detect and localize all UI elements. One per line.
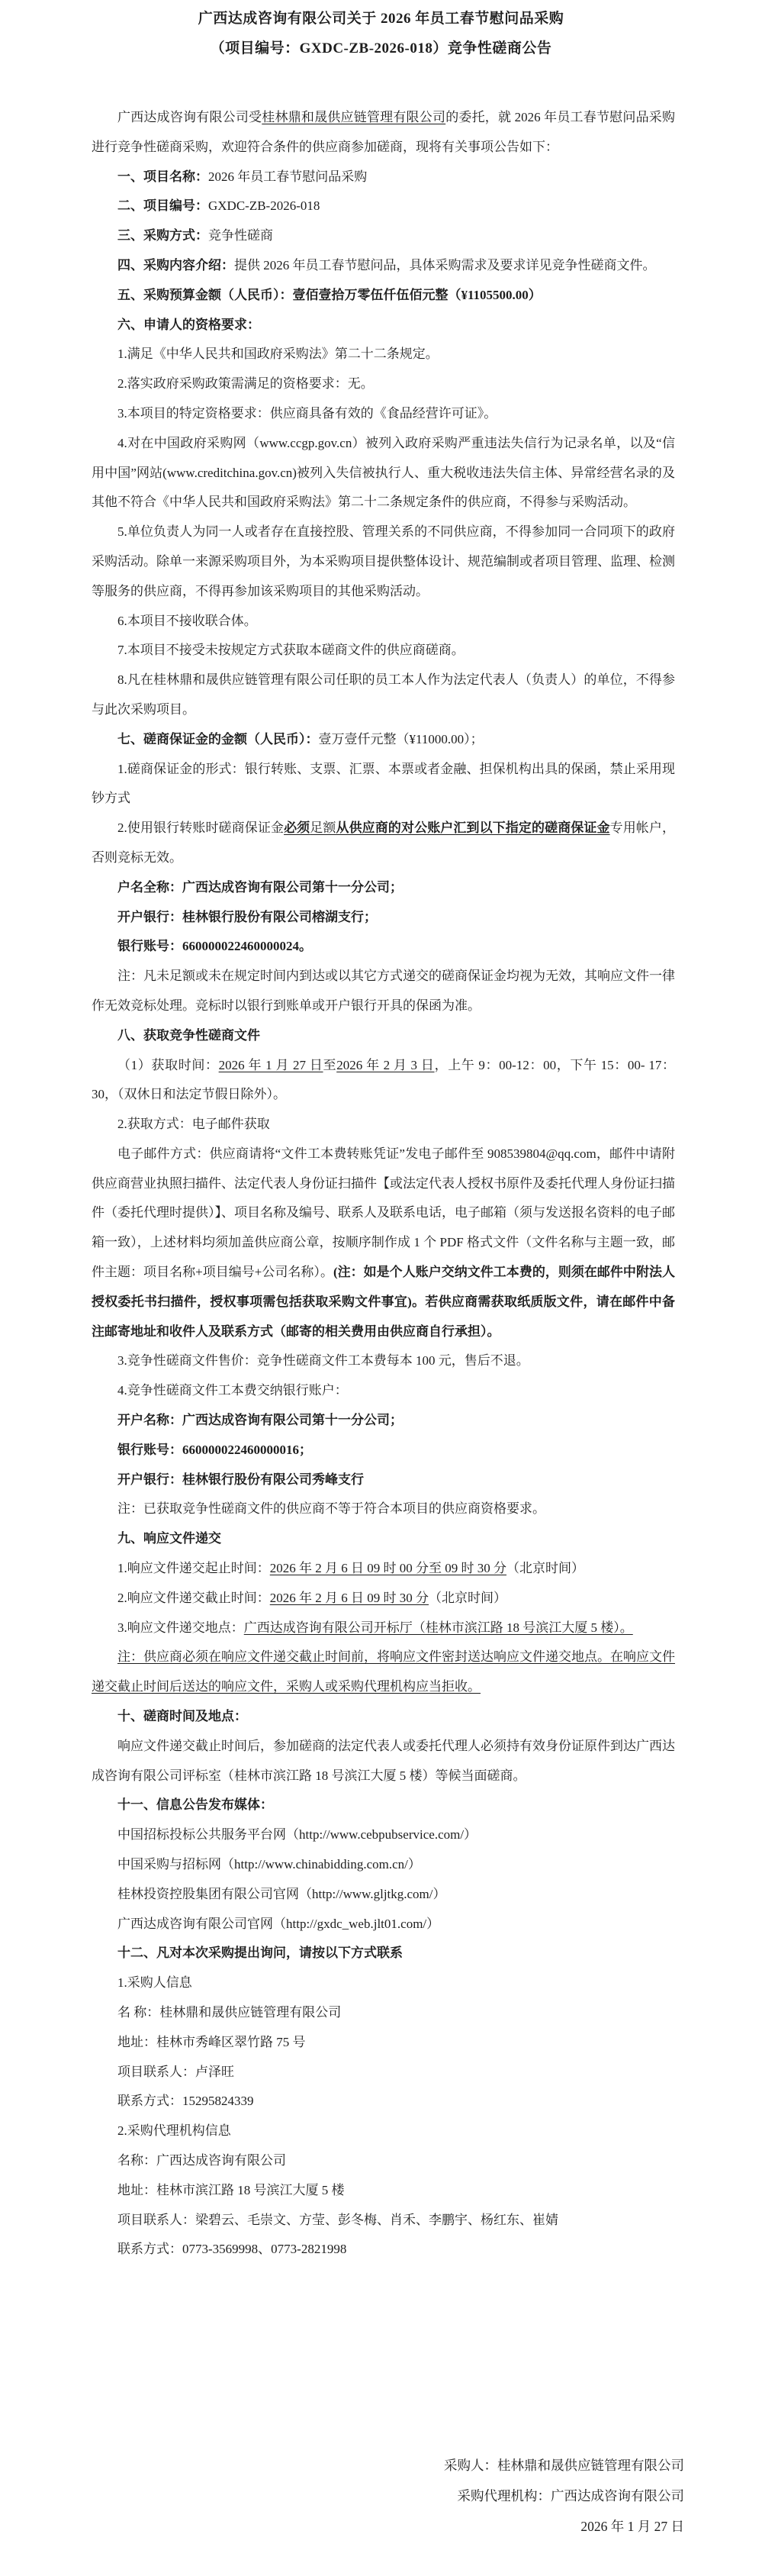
paragraph xyxy=(92,932,675,962)
text-run: 六、申请人的资格要求： xyxy=(117,317,260,332)
text-run: 地址：桂林市滨江路 18 号滨江大厦 5 楼 xyxy=(117,2182,345,2197)
paragraph xyxy=(92,2146,675,2176)
text-run: 3.本项目的特定资格要求：供应商具备有效的《食品经营许可证》。 xyxy=(117,405,497,421)
text-run: 专用帐户，否则竞标无效。 xyxy=(92,821,676,865)
text-run: 1.响应文件递交起止时间： xyxy=(117,1561,270,1576)
paragraph xyxy=(92,2028,675,2058)
text-run: 2.使用银行转账时磋商保证金 xyxy=(117,821,285,836)
paragraph xyxy=(92,2206,675,2236)
text-run: 3.响应文件递交地点： xyxy=(117,1620,244,1635)
text-run: 十、磋商时间及地点： xyxy=(117,1709,247,1724)
text-run: GXDC-ZB-2026-018 xyxy=(208,198,320,214)
text-run: 广西达成咨询有限公司官网（http://gxdc_web.jlt01.com/） xyxy=(117,1916,440,1931)
paragraph xyxy=(92,1998,675,2028)
text-run: 十二、凡对本次采购提出询问，请按以下方式联系 xyxy=(117,1946,403,1961)
text-run: 七、磋商保证金的金额（人民币）： xyxy=(117,731,319,746)
text-run: ，上午 9：00-12：00，下午 15：00- 17：30，（双休日和法定节假日除外）。 xyxy=(92,1057,676,1102)
paragraph xyxy=(92,281,675,311)
text-run: （北京时间） xyxy=(429,1590,506,1605)
text-run: 开户银行：桂林银行股份有限公司榕湖支行； xyxy=(117,909,377,924)
paragraph xyxy=(92,1346,675,1376)
document-body xyxy=(0,103,762,2265)
text-run: 3.竞争性磋商文件售价：竞争性磋商文件工本费每本 100 元，售后不退。 xyxy=(117,1353,529,1369)
paragraph xyxy=(92,311,675,340)
document-title xyxy=(0,0,762,63)
text-run: 必须 xyxy=(284,821,310,836)
paragraph xyxy=(92,1584,675,1614)
paragraph xyxy=(92,429,675,517)
text-run: 联系方式：0773-3569998、0773-2821998 xyxy=(117,2242,347,2257)
text-run: 5.单位负责人为同一人或者存在直接控股、管理关系的不同供应商，不得参加同一合同项下的政府采购活动。除单一来源采购项目外，为本采购项目提供整体设计、规范编制或者项目管理、监理、检测等服务的供应商，不得再参加该采购项目的其他采购活动。 xyxy=(92,524,675,598)
paragraph xyxy=(92,636,675,666)
paragraph xyxy=(92,1021,675,1051)
paragraph xyxy=(92,666,675,725)
text-run: 的委托，就 2026 年员工春节慰问品采购进行竞争性磋商采购，欢迎符合条件的供应商参加磋商，现将有关事项公告如下： xyxy=(92,110,676,154)
text-run: 注：供应商必须在响应文件递交截止时间前，将响应文件密封送达响应文件递交地点。在响应文件递交截止时间后送达的响应文件，采购人或采购代理机构应当拒收。 xyxy=(92,1649,675,1694)
signoff-buyer: 采购人：桂林鼎和晟供应链管理有限公司 xyxy=(444,2458,684,2474)
paragraph xyxy=(92,1939,675,1968)
text-run: 中国采购与招标网（http://www.chinabidding.com.cn/） xyxy=(117,1857,421,1872)
text-run: 桂林鼎和晟供应链管理有限公司 xyxy=(262,110,446,124)
text-run: 2.落实政府采购政策需满足的资格要求：无。 xyxy=(117,376,374,392)
paragraph xyxy=(92,1140,675,1347)
text-run: 2026 年员工春节慰问品采购 xyxy=(208,169,368,184)
paragraph xyxy=(92,1110,675,1140)
text-run: 竞争性磋商 xyxy=(208,228,273,243)
text-run: 1.磋商保证金的形式：银行转账、支票、汇票、本票或者金融、担保机构出具的保函，禁止采用现钞方式 xyxy=(92,761,675,806)
text-run: 名称：广西达成咨询有限公司 xyxy=(117,2152,286,2168)
paragraph xyxy=(92,251,675,281)
text-run: 至 xyxy=(323,1057,337,1072)
paragraph xyxy=(92,1850,675,1880)
text-run: 从供应商的对公账户汇到以下指定的磋商保证金 xyxy=(336,821,610,836)
paragraph xyxy=(92,221,675,251)
text-run: 开户名称：广西达成咨询有限公司第十一分公司； xyxy=(117,1413,403,1428)
paragraph xyxy=(92,340,675,369)
text-run: 二、项目编号： xyxy=(117,198,208,214)
text-run: 2.采购代理机构信息 xyxy=(117,2123,231,2139)
text-run: 8.凡在桂林鼎和晟供应链管理有限公司任职的员工本人作为法定代表人（负责人）的单位，不得参与此次采购项目。 xyxy=(92,672,675,717)
paragraph xyxy=(92,1051,675,1111)
text-run: 响应文件递交截止时间后，参加磋商的法定代表人或委托代理人必须持有效身份证原件到达广西达成咨询有限公司评标室（桂林市滨江路 18 号滨江大厦 5 楼）等候当面磋商。 xyxy=(92,1738,675,1783)
text-run: 三、采购方式： xyxy=(117,228,208,243)
paragraph xyxy=(92,1702,675,1732)
paragraph xyxy=(92,2087,675,2117)
signoff-block xyxy=(0,2450,762,2542)
text-run: (注：如是个人账户交纳文件工本费的，则须在邮件中附法人授权委托书扫描件，授权事项需包括获取采购文件事宜)。若供应商需获取纸质版文件，请在邮件中备注邮寄地址和收件人及联系方式（邮寄的相关费用由供应商自行承担）。 xyxy=(92,1265,675,1339)
text-run: 一、项目名称： xyxy=(117,169,208,184)
paragraph xyxy=(92,1880,675,1910)
text-run: 十一、信息公告发布媒体： xyxy=(117,1797,273,1813)
text-run: 足额 xyxy=(310,821,336,836)
document-title-line-1: 广西达成咨询有限公司关于 2026 年员工春节慰问品采购 xyxy=(198,11,564,27)
paragraph xyxy=(92,873,675,903)
text-run: 2.获取方式：电子邮件获取 xyxy=(117,1117,270,1132)
text-run: 2026 年 1 月 27 日 xyxy=(218,1057,323,1072)
paragraph xyxy=(92,369,675,399)
text-run: （北京时间） xyxy=(506,1561,584,1576)
text-run: 注：凡未足额或未在规定时间内到达或以其它方式递交的磋商保证金均视为无效，其响应文件一律作无效竞标处理。竞标时以银行到账单或开户银行开具的保函为准。 xyxy=(92,969,675,1013)
paragraph xyxy=(92,1436,675,1465)
paragraph xyxy=(92,163,675,192)
paragraph xyxy=(92,962,675,1021)
paragraph xyxy=(92,814,675,873)
paragraph xyxy=(92,399,675,429)
paragraph xyxy=(92,1614,675,1643)
text-run: 项目联系人：卢泽旺 xyxy=(117,2064,234,2079)
text-run: 九、响应文件递交 xyxy=(117,1531,221,1546)
paragraph xyxy=(92,1968,675,1998)
paragraph xyxy=(92,607,675,637)
text-run: 1.采购人信息 xyxy=(117,1975,192,1991)
text-run: 四、采购内容介绍： xyxy=(117,257,234,272)
paragraph xyxy=(92,2058,675,2088)
paragraph xyxy=(92,1406,675,1436)
text-run: 五、采购预算金额（人民币）：壹佰壹拾万零伍仟伍佰元整（¥1105500.00） xyxy=(117,287,542,302)
text-run: 4.竞争性磋商文件工本费交纳银行账户： xyxy=(117,1383,348,1398)
text-run: 提供 2026 年员工春节慰问品，具体采购需求及要求详见竞争性磋商文件。 xyxy=(234,257,656,272)
text-run: （1）获取时间： xyxy=(117,1057,219,1072)
text-run: 户名全称：广西达成咨询有限公司第十一分公司； xyxy=(117,879,403,895)
signoff-agency: 采购代理机构：广西达成咨询有限公司 xyxy=(457,2488,684,2504)
text-run: 4.对在中国政府采购网（www.ccgp.gov.cn）被列入政府采购严重违法失信行为记录名单，以及“信用中国”网站(www.creditchina.gov.cn)被列入失信被执行人、重大税收违法失信主体、异常经营名录的及其他不符合《中华人民共和国政府采购法》第二十二条规定条件的供应商，不得参与采购活动。 xyxy=(92,435,675,510)
text-run: 开户银行：桂林银行股份有限公司秀峰支行 xyxy=(117,1472,364,1487)
paragraph xyxy=(92,1465,675,1495)
paragraph xyxy=(92,1910,675,1939)
text-run: 银行账号：660000022460000024。 xyxy=(117,939,312,954)
paragraph xyxy=(92,1524,675,1554)
paragraph xyxy=(92,1820,675,1850)
text-run: 八、获取竞争性磋商文件 xyxy=(117,1027,260,1043)
paragraph xyxy=(92,1494,675,1524)
text-run: 广西达成咨询有限公司受 xyxy=(117,110,262,124)
text-run: 6.本项目不接收联合体。 xyxy=(117,613,257,628)
text-run: 项目联系人：梁碧云、毛崇文、方莹、彭冬梅、肖禾、李鹏宇、杨红东、崔婧 xyxy=(117,2212,558,2227)
paragraph xyxy=(92,2235,675,2265)
text-run: 地址：桂林市秀峰区翠竹路 75 号 xyxy=(117,2034,306,2049)
paragraph xyxy=(92,1791,675,1820)
paragraph xyxy=(92,192,675,221)
text-run: 2026 年 2 月 6 日 09 时 00 分至 09 时 30 分 xyxy=(269,1561,506,1576)
text-run: 2.响应文件递交截止时间： xyxy=(117,1590,270,1605)
text-run: 桂林投资控股集团有限公司官网（http://www.gljtkg.com/） xyxy=(117,1886,446,1901)
text-run: 中国招标投标公共服务平台网（http://www.cebpubservice.com/） xyxy=(117,1827,477,1843)
text-run: 2026 年 2 月 3 日 xyxy=(336,1057,435,1072)
paragraph xyxy=(92,103,675,163)
paragraph xyxy=(92,2176,675,2206)
paragraph xyxy=(92,1376,675,1406)
signoff-date: 2026 年 1 月 27 日 xyxy=(580,2519,684,2535)
paragraph xyxy=(92,725,675,755)
text-run: 2026 年 2 月 6 日 09 时 30 分 xyxy=(269,1590,429,1605)
document-title-line-2: （项目编号：GXDC-ZB-2026-018）竞争性磋商公告 xyxy=(210,40,552,56)
paragraph xyxy=(92,755,675,814)
text-run: 注：已获取竞争性磋商文件的供应商不等于符合本项目的供应商资格要求。 xyxy=(117,1501,545,1517)
paragraph xyxy=(92,2117,675,2146)
paragraph xyxy=(92,517,675,606)
paragraph xyxy=(92,1643,675,1702)
text-run: 联系方式：15295824339 xyxy=(117,2094,254,2109)
text-run: 7.本项目不接受未按规定方式获取本磋商文件的供应商磋商。 xyxy=(117,643,465,658)
paragraph xyxy=(92,1554,675,1584)
text-run: 壹万壹仟元整（¥11000.00）； xyxy=(318,731,484,746)
paragraph xyxy=(92,903,675,933)
text-run: 广西达成咨询有限公司开标厅（桂林市滨江路 18 号滨江大厦 5 楼）。 xyxy=(243,1620,633,1635)
text-run: 电子邮件方式：供应商请将“文件工本费转账凭证”发电子邮件至 908539804@qq.com，邮件中请附供应商营业执照扫描件、法定代表人身份证扫描件【或法定代表人授权书原件及委托代理人身份证扫描件（委托代理时提供）】、项目名称及编号、联系人及联系电话，电子邮箱（须与发送报名资料的电子邮箱一致），上述材料均须加盖供应商公章，按顺序制作成 1 个 PDF 格式文件（文件名称与主题一致，邮件主题：项目名称+项目编号+公司名称）。 xyxy=(92,1146,675,1280)
text-run: 银行账号：660000022460000016； xyxy=(117,1442,312,1457)
text-run: 名 称：桂林鼎和晟供应链管理有限公司 xyxy=(117,2005,342,2020)
text-run: 1.满足《中华人民共和国政府采购法》第二十二条规定。 xyxy=(117,347,439,362)
paragraph xyxy=(92,1732,675,1791)
